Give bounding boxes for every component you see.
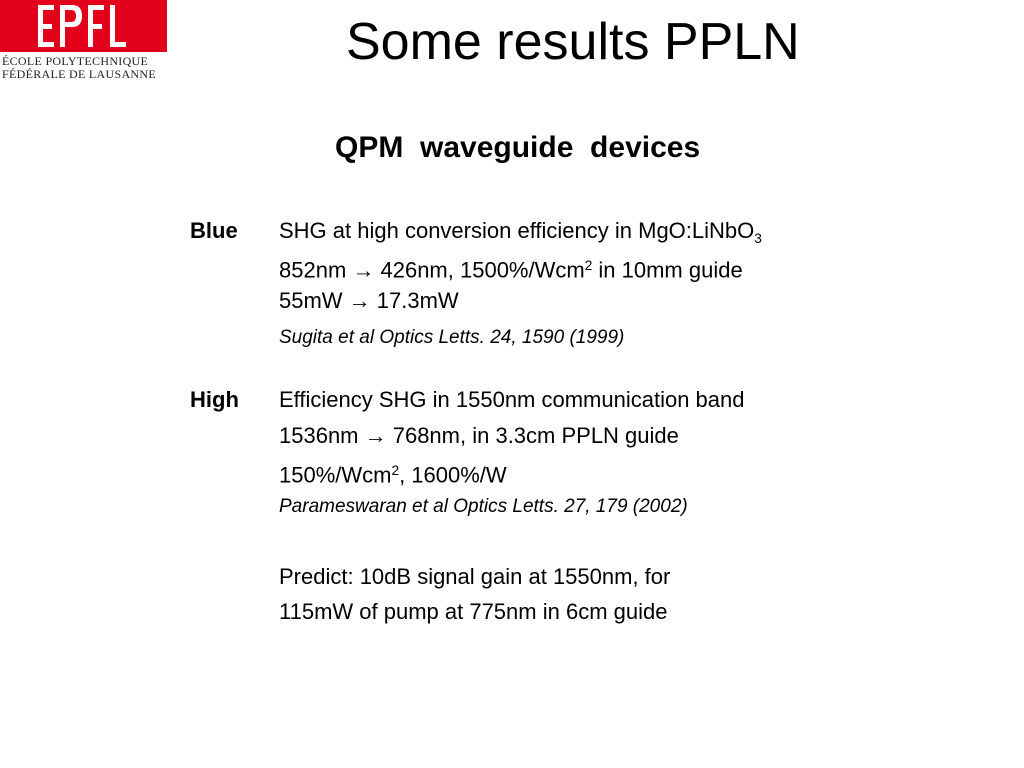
blue-reference: Sugita et al Optics Letts. 24, 1590 (1999) (279, 327, 625, 348)
epfl-logo (0, 0, 168, 82)
section-label-blue: Blue (190, 218, 238, 243)
high-line-2: 1536nm → 768nm, in 3.3cm PPLN guide (279, 423, 679, 448)
blue-line-2 (279, 253, 743, 284)
high-reference: Parameswaran et al Optics Letts. 27, 179 (2002) (279, 496, 688, 517)
slide-title: Some results PPLN (346, 13, 800, 71)
section-label-high: High (190, 387, 239, 412)
blue-line-2-after: in 10mm guide (592, 257, 743, 283)
prediction-line-1: Predict: 10dB signal gain at 1550nm, for (279, 564, 671, 589)
blue-line-1 (279, 218, 762, 252)
logo-line-2: FÉDÉRALE DE LAUSANNE (2, 67, 156, 81)
high-line-3 (279, 458, 507, 489)
blue-line-2-superscript: 2 (584, 258, 593, 273)
high-line-3-superscript: 2 (391, 463, 400, 478)
blue-line-3: 55mW → 17.3mW (279, 288, 459, 313)
epfl-wordmark-icon (0, 0, 167, 52)
blue-line-1-text: SHG at high conversion efficiency in MgO:LiNbO (279, 218, 755, 243)
high-line-3-after: , 1600%/W (399, 462, 507, 488)
prediction-line-2: 115mW of pump at 775nm in 6cm guide (279, 599, 668, 624)
logo-line-1: ÉCOLE POLYTECHNIQUE (2, 54, 149, 68)
blue-line-1-subscript: 3 (754, 230, 762, 246)
slide-subtitle: QPM waveguide devices (335, 131, 701, 164)
blue-line-2-before: 852nm → 426nm, 1500%/Wcm (279, 257, 585, 283)
high-line-3-before: 150%/Wcm (279, 462, 392, 488)
high-line-1: Efficiency SHG in 1550nm communication band (279, 387, 745, 412)
